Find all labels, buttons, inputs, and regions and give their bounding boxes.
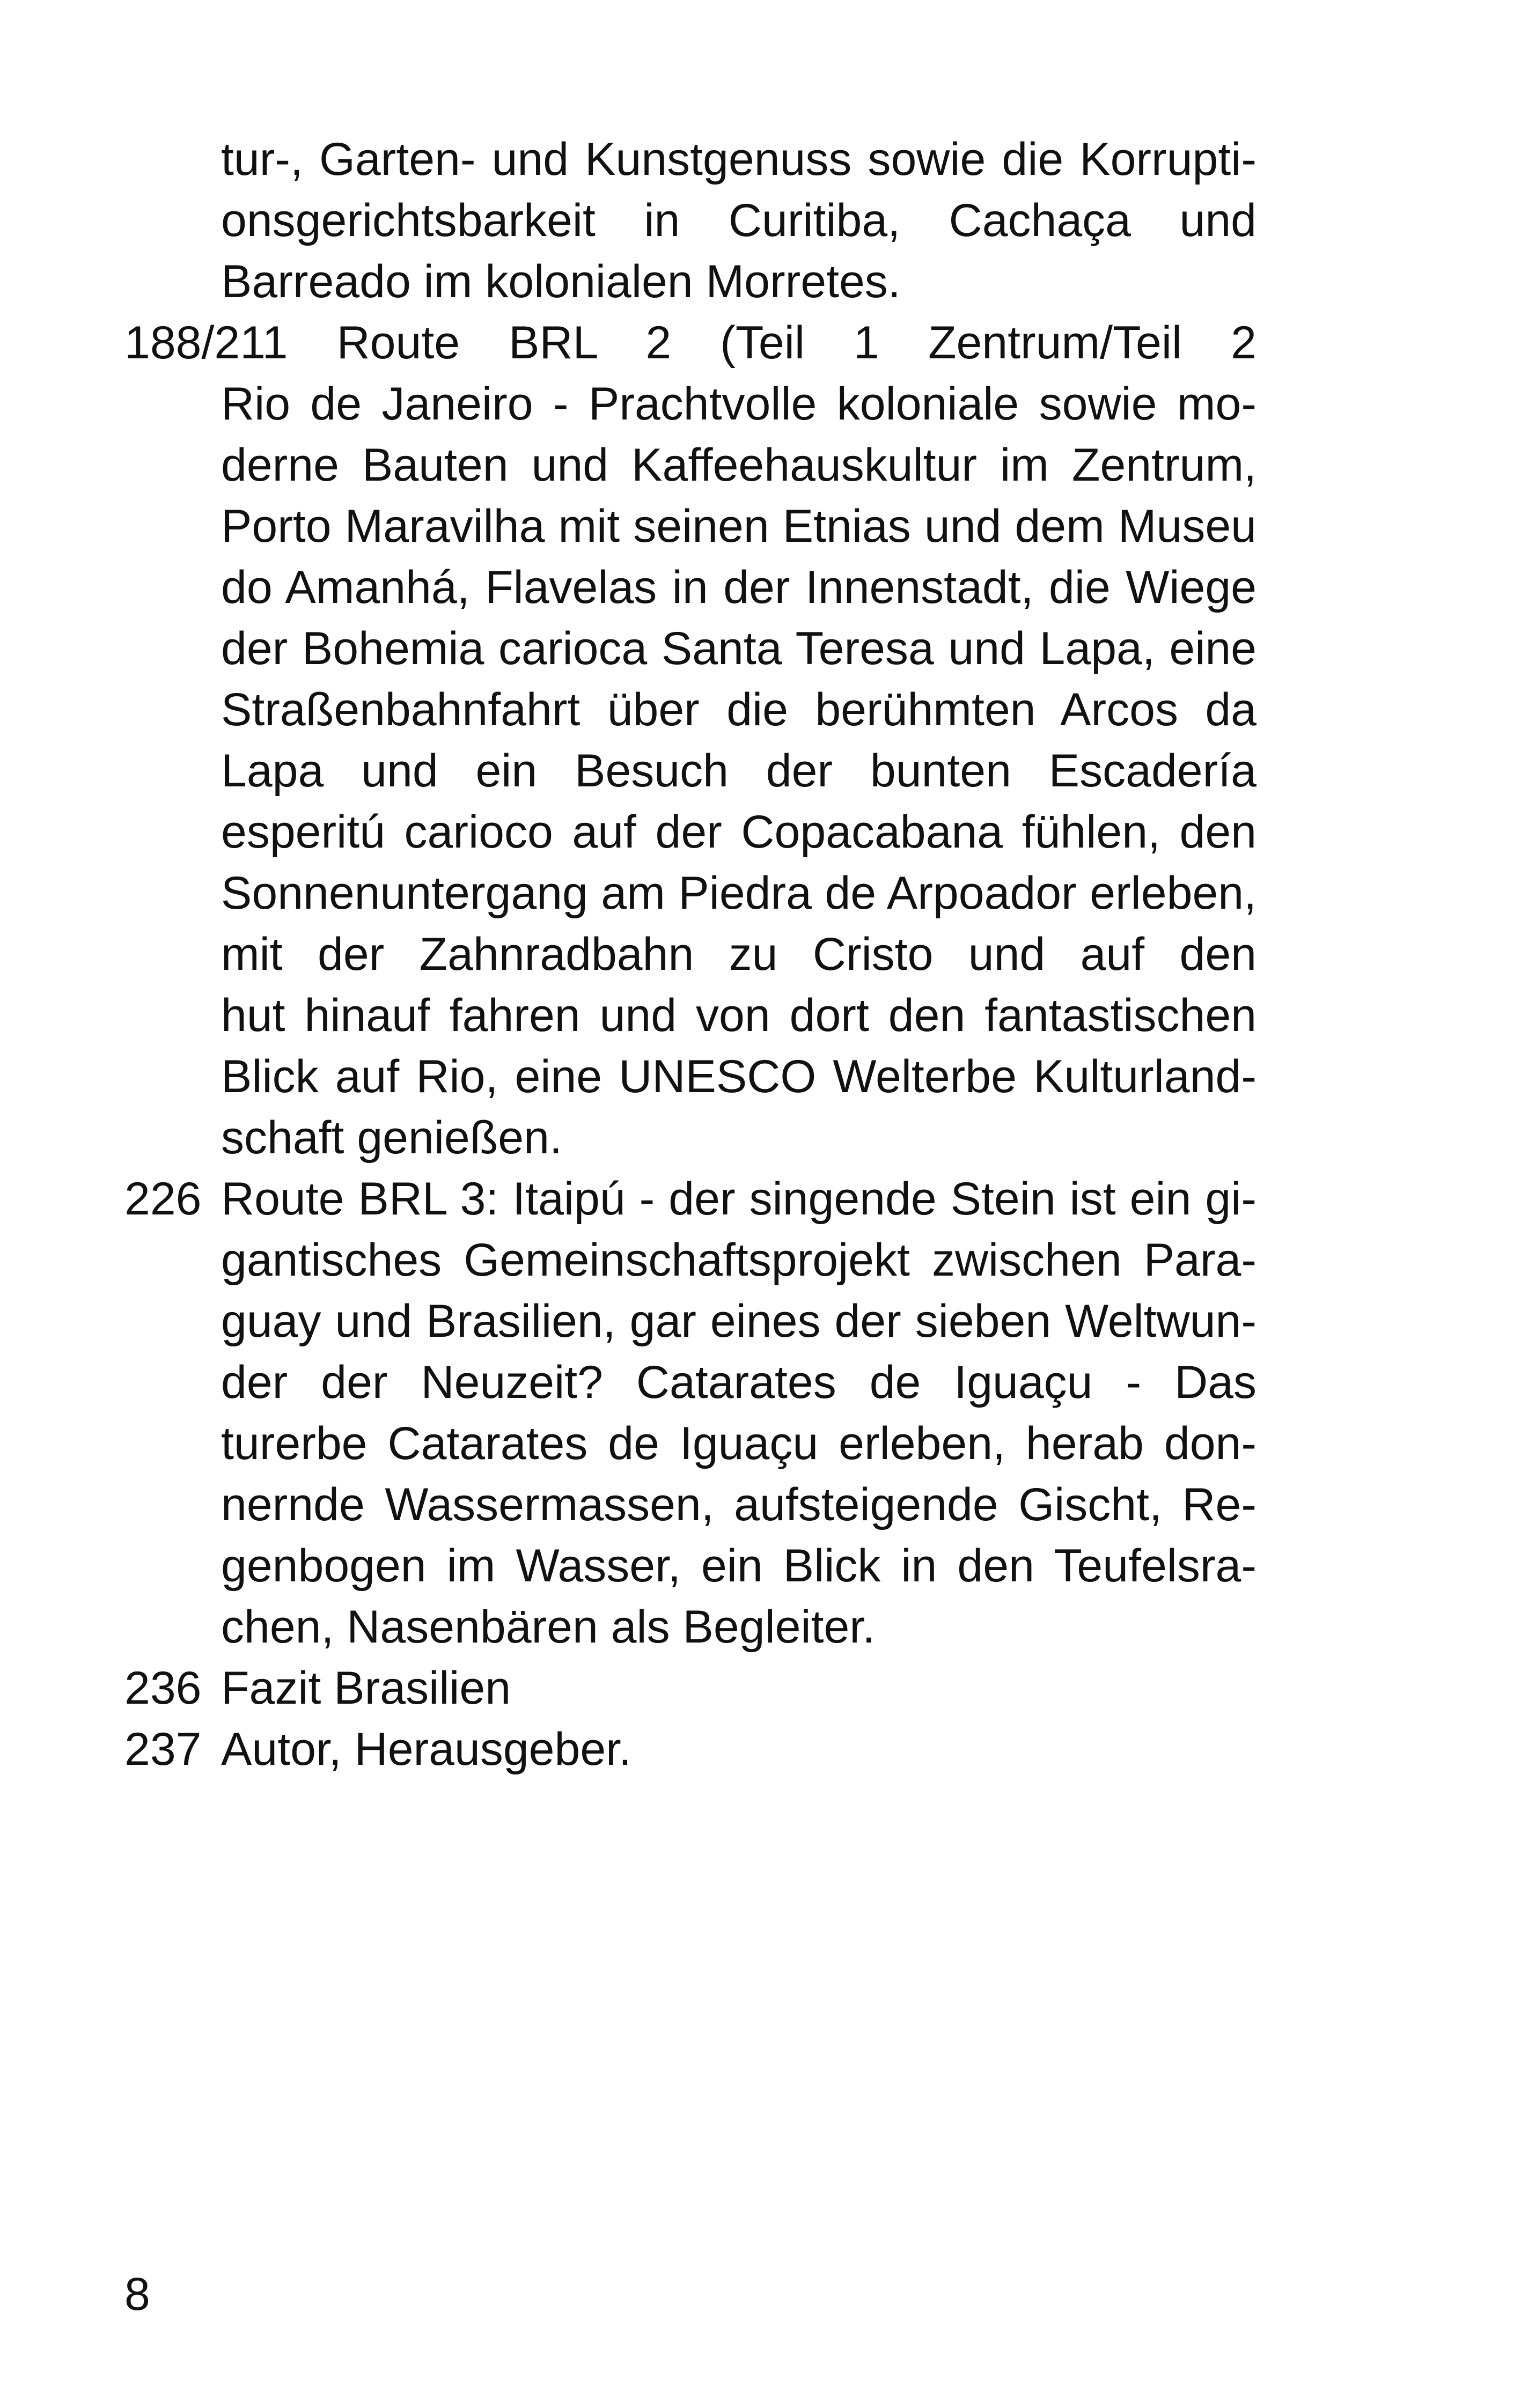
toc-line-text: Autor, Herausgeber.	[221, 1724, 631, 1775]
toc-line-text: chen, Nasenbären als Begleiter.	[221, 1601, 876, 1653]
toc-line	[124, 1229, 1257, 1291]
toc-line	[124, 863, 1257, 924]
toc-line	[124, 618, 1257, 679]
toc-line-text: mit der Zahnradbahn zu Cristo und auf den	[221, 929, 1257, 980]
toc-line	[124, 1535, 1257, 1596]
toc-line	[124, 924, 1257, 985]
toc-line-text: Rio de Janeiro - Prachtvolle koloniale sowie mo-	[221, 378, 1257, 430]
toc-page-number: 226	[124, 1173, 202, 1225]
table-of-contents	[124, 129, 1257, 1780]
toc-line	[124, 373, 1257, 435]
toc-line	[124, 496, 1257, 557]
toc-line-text: schaft genießen.	[221, 1112, 562, 1164]
toc-line	[124, 557, 1257, 618]
toc-line	[124, 435, 1257, 496]
toc-line-text: Lapa und ein Besuch der bunten Escadería	[221, 745, 1257, 797]
toc-line-text: Sonnenuntergang am Piedra de Arpoador erleben,	[221, 867, 1257, 919]
toc-line-text: do Amanhá, Flavelas in der Innenstadt, die Wiege	[221, 562, 1257, 613]
toc-heading-text: 188/211 Route BRL 2 (Teil 1 Zentrum/Teil 2	[124, 317, 1257, 369]
toc-line	[124, 985, 1257, 1046]
toc-line	[124, 190, 1257, 251]
toc-line	[124, 1291, 1257, 1352]
toc-entry	[124, 1168, 1257, 1229]
toc-line-text: derne Bauten und Kaffeehauskultur im Zentrum,	[221, 439, 1257, 491]
toc-line-text: guay und Brasilien, gar eines der sieben Weltwun-	[221, 1295, 1257, 1347]
toc-line-text: Blick auf Rio, eine UNESCO Welterbe Kulturland-	[221, 1051, 1257, 1102]
toc-line	[124, 740, 1257, 801]
toc-entry-heading	[124, 312, 1257, 373]
toc-line-text: Fazit Brasilien	[221, 1662, 511, 1714]
toc-line	[124, 801, 1257, 863]
toc-line	[124, 1596, 1257, 1658]
toc-line-text: der Bohemia carioca Santa Teresa und Lapa, eine	[221, 623, 1257, 674]
toc-line-text: Route BRL 3: Itaipú - der singende Stein ist ein gi-	[221, 1173, 1257, 1225]
toc-line	[124, 1352, 1257, 1413]
toc-line	[124, 679, 1257, 740]
toc-line	[124, 1046, 1257, 1107]
toc-line-text: Straßenbahnfahrt über die berühmten Arcos da	[221, 684, 1257, 735]
toc-line-text: turerbe Catarates de Iguaçu erleben, herab don-	[221, 1418, 1257, 1469]
toc-line-text: hut hinauf fahren und von dort den fantastischen	[221, 990, 1257, 1041]
toc-line	[124, 1413, 1257, 1474]
toc-entry	[124, 1719, 1257, 1780]
toc-line-text: Porto Maravilha mit seinen Etnias und dem Museu	[221, 500, 1257, 552]
toc-line-text: esperitú carioco auf der Copacabana fühlen, den	[221, 806, 1257, 858]
toc-entry	[124, 1658, 1257, 1719]
toc-page-number: 236	[124, 1662, 202, 1714]
toc-line	[124, 1474, 1257, 1535]
toc-line-text: tur-, Garten- und Kunstgenuss sowie die Korrupti-	[221, 134, 1257, 185]
toc-line	[124, 1107, 1257, 1168]
toc-line-text: Barreado im kolonialen Morretes.	[221, 256, 901, 307]
toc-line	[124, 251, 1257, 312]
toc-line-text: gantisches Gemeinschaftsprojekt zwischen Para-	[221, 1234, 1257, 1286]
toc-page-number: 237	[124, 1724, 202, 1775]
toc-line-text: onsgerichtsbarkeit in Curitiba, Cachaça und	[221, 195, 1257, 246]
toc-line-text: nernde Wassermassen, aufsteigende Gischt, Re-	[221, 1479, 1257, 1530]
page-number: 8	[124, 2269, 150, 2320]
toc-line	[124, 129, 1257, 190]
toc-line-text: genbogen im Wasser, ein Blick in den Teufelsra-	[221, 1540, 1257, 1592]
toc-line-text: der der Neuzeit? Catarates de Iguaçu - Das	[221, 1357, 1257, 1408]
